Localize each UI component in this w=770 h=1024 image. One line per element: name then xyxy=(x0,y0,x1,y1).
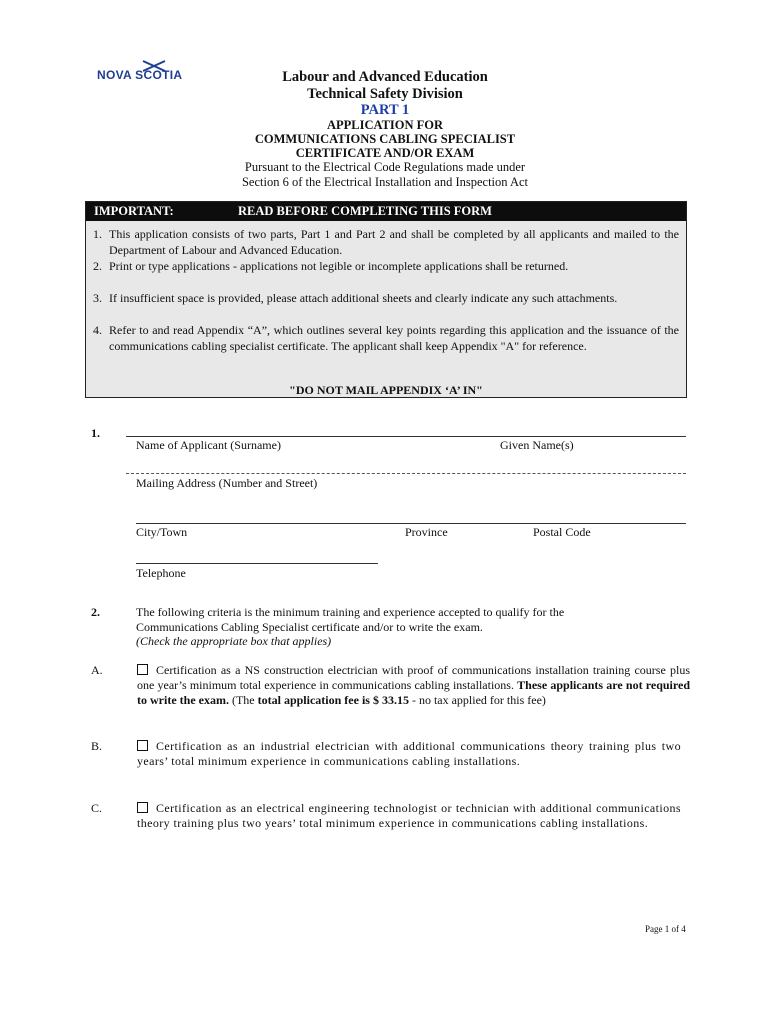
city-label: City/Town xyxy=(136,525,188,539)
option-a-text: Certification as a NS construction electrician with proof of communications installation training course plus one year’s minimum total experience in communications cabling installations. These applicants are not required to write the exam. (The total application fee is $ 33.15 - no tax applied for this fee) xyxy=(137,663,690,707)
certificate-title-1: COMMUNICATIONS CABLING SPECIALIST xyxy=(254,132,516,146)
certificate-title-2: CERTIFICATE AND/OR EXAM xyxy=(295,146,475,160)
option-c-text: Certification as an electrical engineering technologist or technician with additional communications theory training plus two years’ total minimum experience in communications cabling installations. xyxy=(137,801,681,830)
option-a-checkbox[interactable] xyxy=(137,664,148,675)
province-label: Province xyxy=(405,525,448,539)
department-title: Labour and Advanced Education xyxy=(282,69,488,85)
page-number: Page 1 of 4 xyxy=(645,924,686,934)
application-for: APPLICATION FOR xyxy=(326,118,444,132)
criteria-intro-1: The following criteria is the minimum training and experience accepted to qualify for the xyxy=(136,605,565,619)
option-b-letter: B. xyxy=(91,739,103,753)
given-name-label: Given Name(s) xyxy=(500,438,574,452)
option-a-letter: A. xyxy=(91,663,103,677)
option-c-checkbox[interactable] xyxy=(137,802,148,813)
important-box xyxy=(85,201,687,398)
important-item-1: 1. This application consists of two parts, Part 1 and Part 2 and shall be completed by all applicants and mailed to the Department of Labour and Advanced Education. xyxy=(93,227,679,258)
important-header-bar xyxy=(86,202,686,221)
option-c-letter: C. xyxy=(91,801,103,815)
section-1-number: 1. xyxy=(91,426,100,440)
postal-code-label: Postal Code xyxy=(533,525,591,539)
option-b-checkbox[interactable] xyxy=(137,740,148,751)
option-b-text: Certification as an industrial electrician with additional communications theory training plus two years’ total minimum experience in communications cabling installations. xyxy=(137,739,681,768)
criteria-instruction: (Check the appropriate box that applies) xyxy=(136,634,332,648)
important-label: IMPORTANT: xyxy=(94,204,174,218)
important-item-2: 2. Print or type applications - applications not legible or incomplete applications shall be returned. xyxy=(93,259,569,273)
surname-label: Name of Applicant (Surname) xyxy=(136,438,281,452)
applicant-name-field[interactable] xyxy=(126,436,686,437)
telephone-field[interactable] xyxy=(136,563,378,564)
logo-text: NOVA SCOTIA xyxy=(97,68,183,82)
criteria-intro-2: Communications Cabling Specialist certificate and/or to write the exam. xyxy=(136,620,483,634)
division-title: Technical Safety Division xyxy=(307,86,463,102)
section-2-number: 2. xyxy=(91,605,100,619)
city-province-postal-field[interactable] xyxy=(136,523,686,524)
important-item-3: 3. If insufficient space is provided, please attach additional sheets and clearly indicate any such attachments. xyxy=(93,291,618,305)
pursuant-line-1: Pursuant to the Electrical Code Regulations made under xyxy=(244,160,526,174)
mailing-address-label: Mailing Address (Number and Street) xyxy=(136,476,318,490)
do-not-mail-note: "DO NOT MAIL APPENDIX ‘A’ IN" xyxy=(289,383,483,397)
pursuant-line-2: Section 6 of the Electrical Installation and Inspection Act xyxy=(241,175,529,189)
mailing-address-field[interactable] xyxy=(126,473,686,474)
important-item-4: 4. Refer to and read Appendix “A”, which outlines several key points regarding this application and the issuance of the communications cabling specialist certificate. The applicant shall keep Appendix "A" for reference. xyxy=(93,323,679,354)
important-title: READ BEFORE COMPLETING THIS FORM xyxy=(238,204,492,218)
part-title: PART 1 xyxy=(360,102,410,118)
telephone-label: Telephone xyxy=(136,566,186,580)
